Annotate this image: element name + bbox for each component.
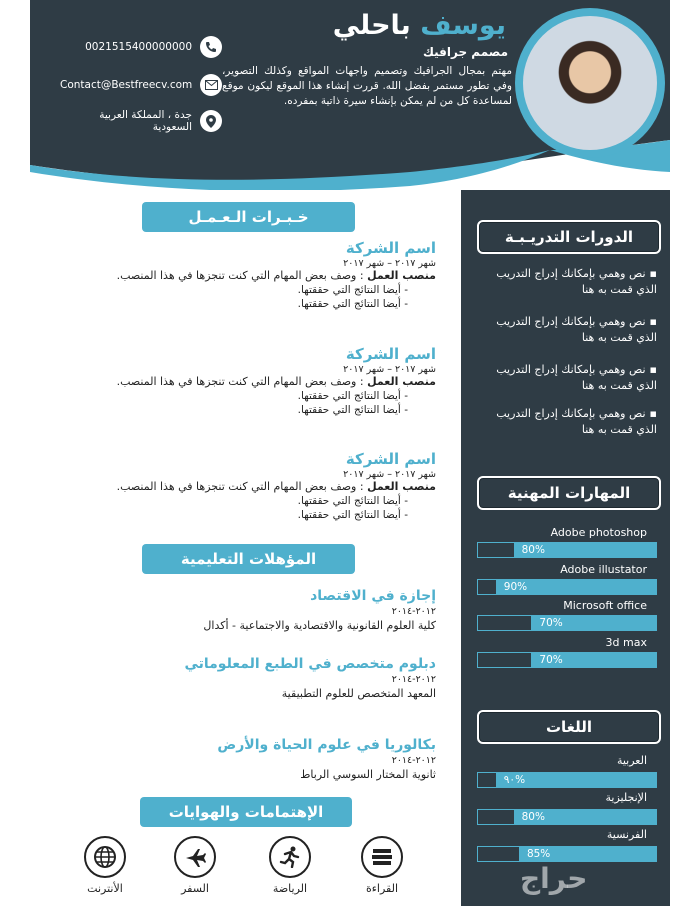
achievement-item: - أيضا النتائج التي حققتها. — [297, 284, 408, 296]
last-name: باحلي — [332, 10, 411, 41]
course-item: ▪نص وهمي بإمكانك إدراج التدريب الذي قمت به هنا — [496, 363, 657, 392]
achievement-text: أيضا النتائج التي حققتها. — [297, 404, 401, 416]
degree-name: إجازة في الاقتصاد — [310, 588, 436, 604]
education-entry — [56, 586, 436, 634]
course-text: نص وهمي بإمكانك إدراج التدريب الذي قمت به هنا — [496, 363, 657, 392]
hobby-label: السفر — [181, 882, 209, 895]
skills-title: المهارات المهنية — [477, 476, 661, 510]
skill-percent: 80% — [521, 544, 545, 556]
degree-years: ٢٠١٢-٢٠١٤ — [391, 674, 436, 685]
skill-label: Adobe illustator — [560, 563, 647, 576]
hobby-item — [160, 836, 230, 895]
language-label: العربية — [616, 754, 647, 767]
running-icon — [269, 836, 311, 878]
language-bar — [477, 772, 657, 788]
course-item: ▪نص وهمي بإمكانك إدراج التدريب الذي قمت به هنا — [496, 267, 657, 296]
language-percent: 80% — [521, 811, 545, 823]
achievement-text: أيضا النتائج التي حققتها. — [297, 298, 401, 310]
job-entry — [56, 344, 436, 417]
role-label: منصب العمل — [367, 375, 436, 388]
location-pin-icon — [200, 110, 222, 132]
achievement-text: أيضا النتائج التي حققتها. — [297, 284, 401, 296]
books-icon — [361, 836, 403, 878]
language-percent: ٩٠% — [503, 774, 526, 786]
degree-years: ٢٠١٢-٢٠١٤ — [391, 606, 436, 617]
location-text: جدة ، المملكة العربية السعودية — [99, 109, 192, 133]
watermark-logo: حراج — [520, 862, 588, 895]
skill-bar — [477, 579, 657, 595]
phone-text: 0021515400000000 — [85, 41, 192, 53]
email-text: Contact@Bestfreecv.com — [60, 79, 193, 91]
achievement-item: - أيضا النتائج التي حققتها. — [297, 495, 408, 507]
contact-location — [60, 109, 222, 133]
language-percent: 85% — [526, 848, 551, 860]
job-role — [56, 269, 436, 283]
company-name: اسم الشركة — [345, 450, 436, 468]
languages-title: اللغات — [477, 710, 661, 744]
language-bar — [477, 846, 657, 862]
company-name: اسم الشركة — [345, 345, 436, 363]
skill-label: 3d max — [605, 636, 647, 649]
education-title: المؤهلات التعليمية — [142, 544, 355, 574]
achievement-item: - أيضا النتائج التي حققتها. — [297, 298, 408, 310]
full-name — [333, 10, 506, 41]
sidebar — [461, 190, 670, 906]
institution: كلية العلوم القانونية والاقتصادية والاجتماعية - أكدال — [203, 619, 436, 632]
achievement-text: أيضا النتائج التي حققتها. — [297, 390, 401, 402]
hobby-label: الرياضة — [272, 882, 308, 895]
job-title: مصمم جرافيك — [422, 45, 508, 59]
role-label: منصب العمل — [367, 269, 436, 282]
hobby-item — [347, 836, 417, 895]
course-text: نص وهمي بإمكانك إدراج التدريب الذي قمت به هنا — [496, 315, 657, 344]
job-role — [56, 375, 436, 389]
institution: ثانوية المختار السوسي الرباط — [300, 768, 436, 781]
mail-icon — [200, 74, 222, 96]
first-name: يوسف — [420, 10, 506, 41]
achievement-item: - أيضا النتائج التي حققتها. — [297, 509, 408, 521]
degree-years: ٢٠١٢-٢٠١٤ — [391, 755, 436, 766]
job-entry — [56, 238, 436, 311]
role-label: منصب العمل — [367, 480, 436, 493]
skill-percent: 70% — [539, 617, 563, 629]
skill-percent: 70% — [539, 654, 563, 666]
hobby-item — [255, 836, 325, 895]
role-desc: : وصف بعض المهام التي كنت تنجزها في هذا المنصب. — [116, 480, 368, 493]
education-entry — [56, 654, 436, 702]
profile-summary: مهتم بمجال الجرافيك وتصميم واجهات المواقع وكذلك التصوير، وفي تطور مستمر بفضل الله. قررت إنشاء هذا الموقع ليكون موقع لمساعدة كل من لم يمكن بإنشاء سيرة ذاتية بمفرده. — [222, 65, 512, 107]
job-date: شهر ٢٠١٧ – شهر ٢٠١٧ — [343, 258, 436, 269]
job-date: شهر ٢٠١٧ – شهر ٢٠١٧ — [343, 469, 436, 480]
course-item: ▪نص وهمي بإمكانك إدراج التدريب الذي قمت به هنا — [496, 407, 657, 436]
achievement-text: أيضا النتائج التي حققتها. — [297, 495, 401, 507]
job-role — [56, 480, 436, 494]
hobby-item — [70, 836, 140, 895]
language-bar — [477, 809, 657, 825]
hobby-label: الأنترنت — [87, 882, 123, 895]
degree-name: بكالوريا في علوم الحياة والأرض — [217, 737, 436, 753]
role-desc: : وصف بعض المهام التي كنت تنجزها في هذا المنصب. — [116, 375, 368, 388]
company-name: اسم الشركة — [345, 239, 436, 257]
education-entry — [56, 735, 436, 783]
achievement-item: - أيضا النتائج التي حققتها. — [297, 390, 408, 402]
courses-title: الدورات التدريـبـة — [477, 220, 661, 254]
skill-label: Adobe photoshop — [550, 526, 647, 539]
skill-bar — [477, 652, 657, 668]
skill-bar — [477, 615, 657, 631]
course-text: نص وهمي بإمكانك إدراج التدريب الذي قمت به هنا — [496, 407, 657, 436]
institution: المعهد المتخصص للعلوم التطبيقية — [281, 687, 436, 700]
experience-title: خـبـرات الـعـمـل — [142, 202, 355, 232]
course-text: نص وهمي بإمكانك إدراج التدريب الذي قمت به هنا — [496, 267, 657, 296]
job-entry — [56, 449, 436, 522]
hobbies-title: الإهتمامات والهوايات — [140, 797, 352, 827]
job-date: شهر ٢٠١٧ – شهر ٢٠١٧ — [343, 364, 436, 375]
degree-name: دبلوم متخصص في الطبع المعلوماتي — [184, 656, 436, 672]
course-item: ▪نص وهمي بإمكانك إدراج التدريب الذي قمت به هنا — [496, 315, 657, 344]
airplane-icon — [174, 836, 216, 878]
globe-icon — [84, 836, 126, 878]
skill-percent: 90% — [503, 581, 528, 593]
profile-photo — [523, 16, 657, 150]
skill-label: Microsoft office — [563, 599, 647, 612]
role-desc: : وصف بعض المهام التي كنت تنجزها في هذا المنصب. — [116, 269, 368, 282]
skill-bar — [477, 542, 657, 558]
achievement-item: - أيضا النتائج التي حققتها. — [297, 404, 408, 416]
phone-icon — [200, 36, 222, 58]
language-label: الإنجليزية — [605, 791, 647, 804]
contact-email — [60, 73, 222, 97]
contact-phone — [60, 35, 222, 59]
achievement-text: أيضا النتائج التي حققتها. — [297, 509, 401, 521]
language-label: الفرنسية — [606, 828, 647, 841]
hobby-label: القراءة — [365, 882, 399, 895]
